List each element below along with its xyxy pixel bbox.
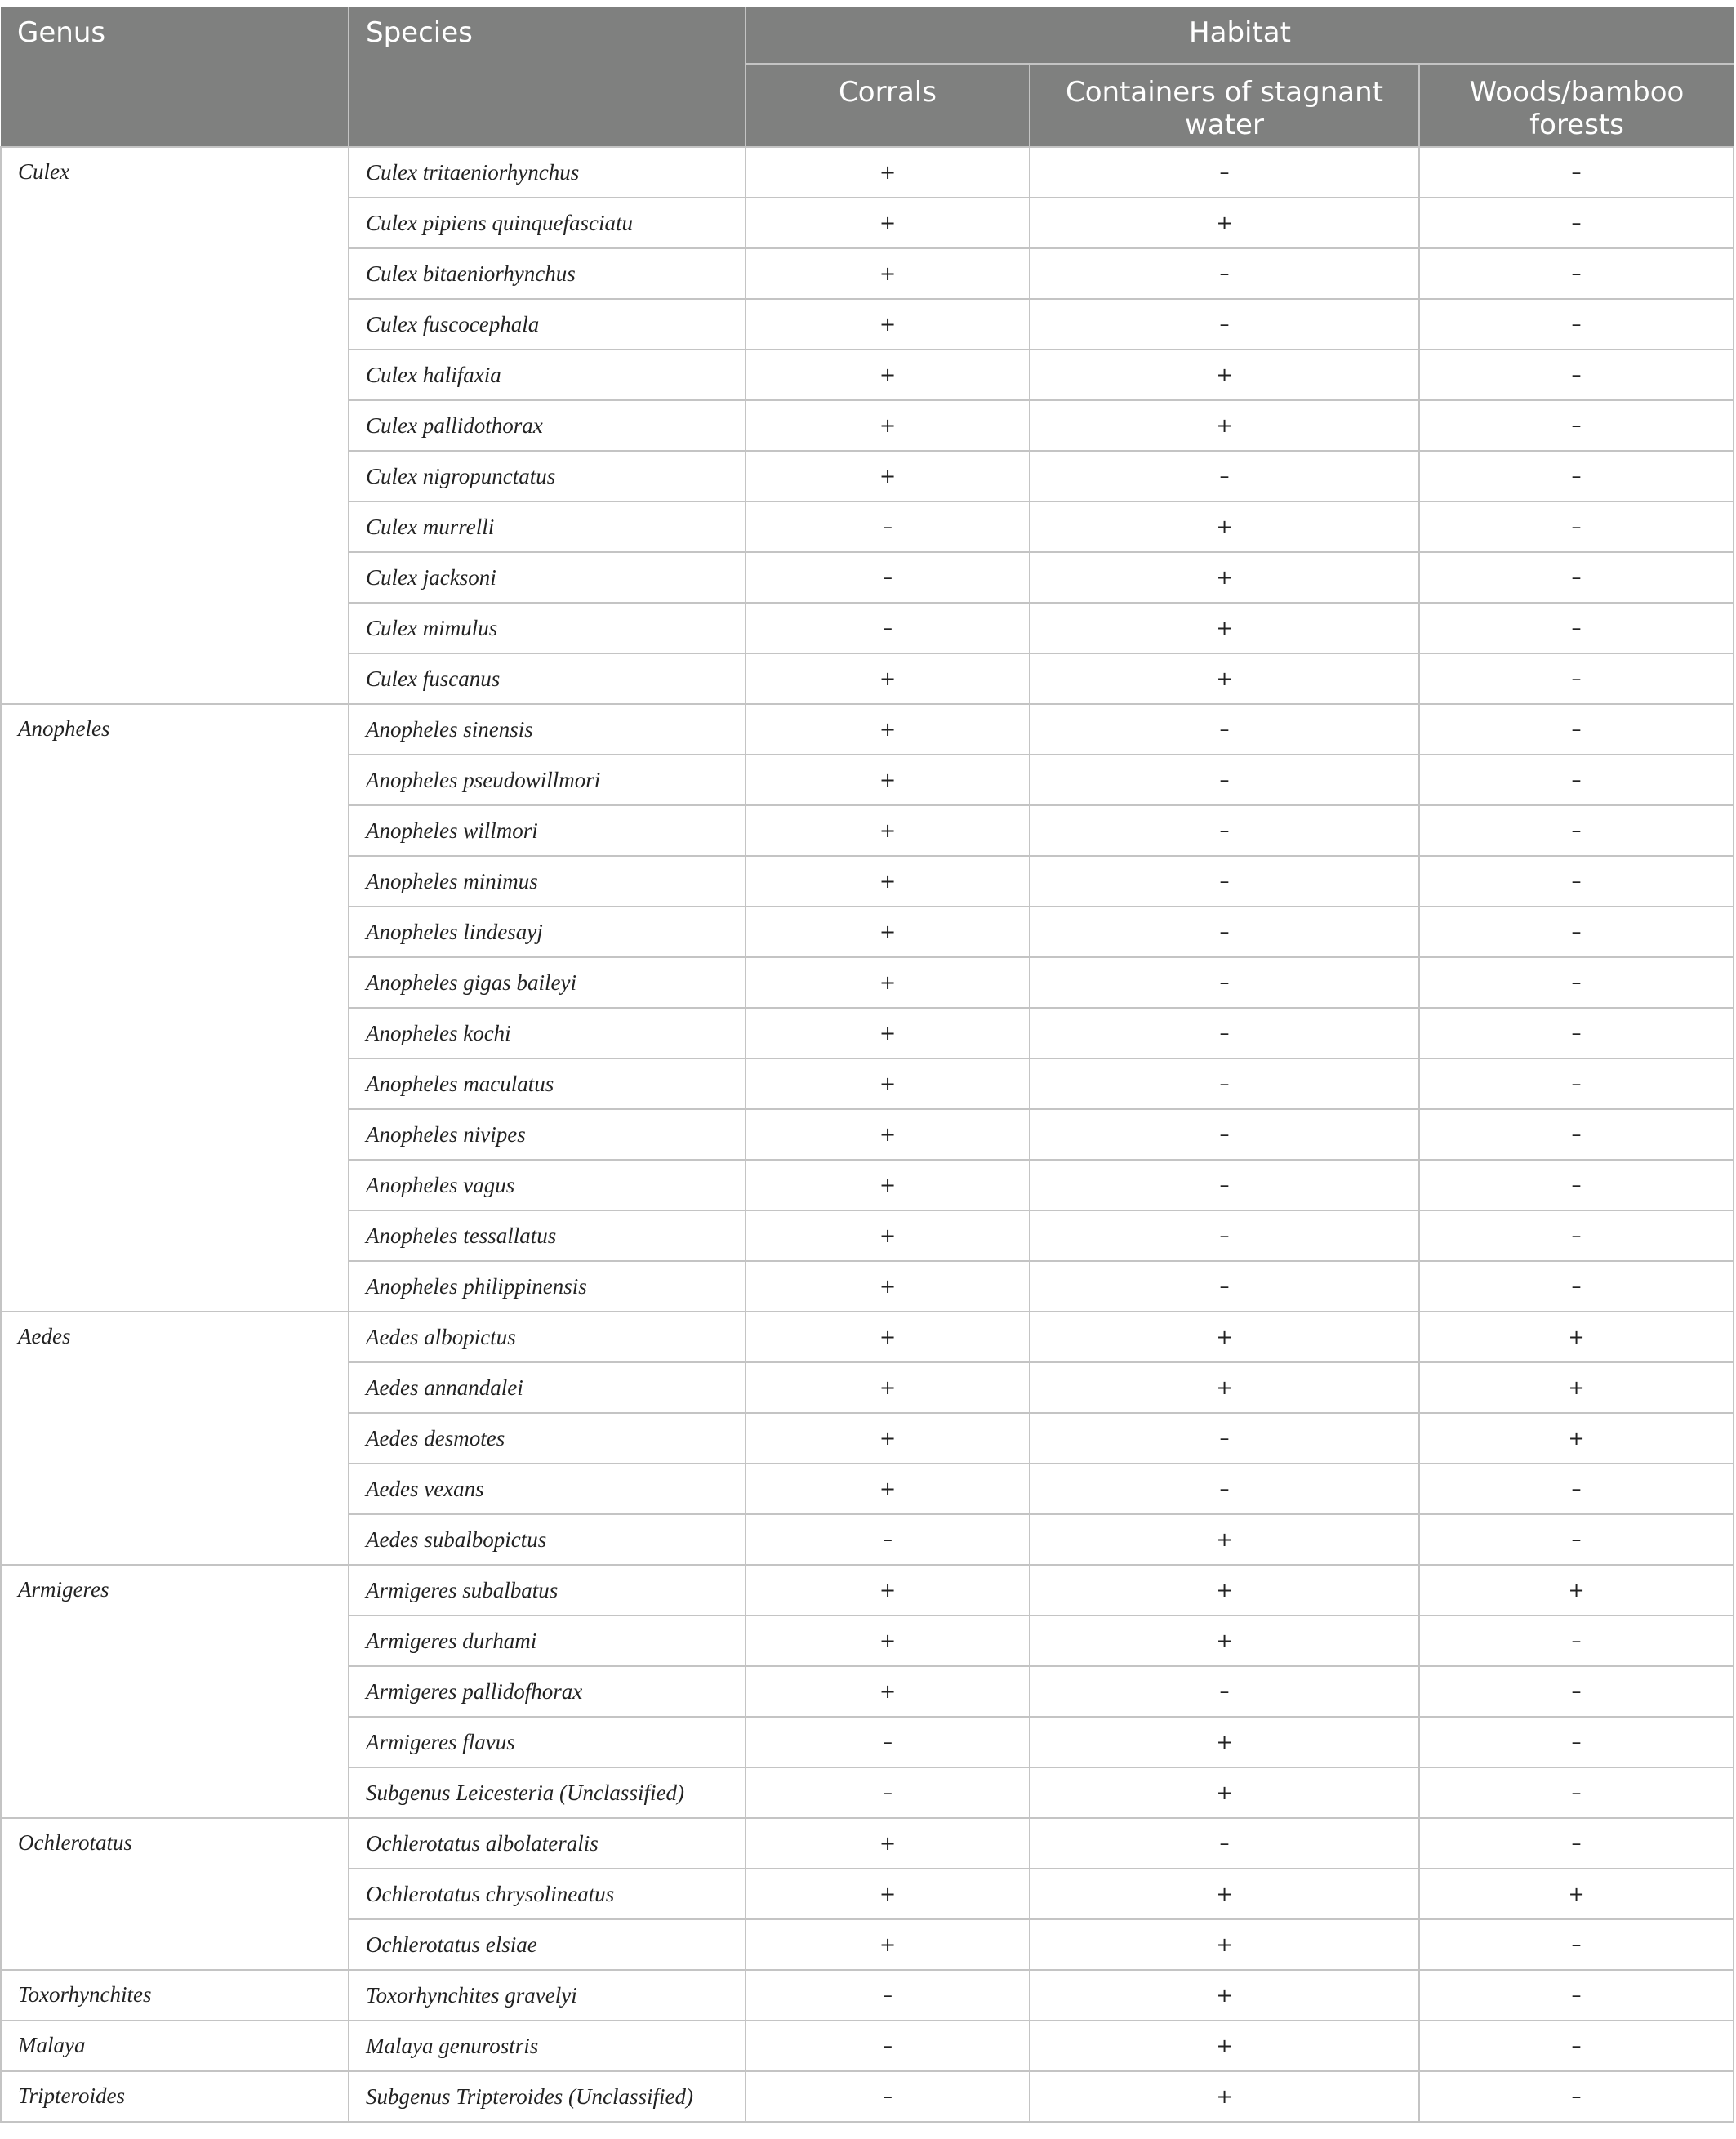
- species-cell: Ochlerotatus elsiae: [349, 1919, 746, 1970]
- woods-cell: –: [1419, 1210, 1734, 1261]
- species-cell: Armigeres flavus: [349, 1717, 746, 1767]
- corrals-cell: +: [746, 400, 1030, 451]
- woods-cell: –: [1419, 1615, 1734, 1666]
- containers-cell: +: [1030, 603, 1419, 653]
- woods-cell: –: [1419, 1058, 1734, 1109]
- corrals-cell: +: [746, 1210, 1030, 1261]
- corrals-cell: +: [746, 1008, 1030, 1058]
- corrals-cell: +: [746, 1919, 1030, 1970]
- corrals-cell: +: [746, 1109, 1030, 1160]
- containers-cell: –: [1030, 299, 1419, 350]
- genus-cell: Ochlerotatus: [1, 1818, 349, 1970]
- species-cell: Armigeres pallidofhorax: [349, 1666, 746, 1717]
- genus-cell: Malaya: [1, 2021, 349, 2071]
- table-row: [1, 1565, 1734, 1615]
- containers-cell: +: [1030, 1514, 1419, 1565]
- corrals-cell: +: [746, 1058, 1030, 1109]
- containers-cell: –: [1030, 957, 1419, 1008]
- containers-cell: –: [1030, 1058, 1419, 1109]
- table-header: [1, 7, 1734, 147]
- woods-cell: –: [1419, 1666, 1734, 1717]
- woods-cell: –: [1419, 957, 1734, 1008]
- woods-cell: –: [1419, 1919, 1734, 1970]
- woods-cell: –: [1419, 501, 1734, 552]
- species-cell: Anopheles sinensis: [349, 704, 746, 755]
- woods-cell: –: [1419, 1818, 1734, 1869]
- species-cell: Aedes albopictus: [349, 1312, 746, 1362]
- woods-cell: +: [1419, 1869, 1734, 1919]
- species-cell: Anopheles tessallatus: [349, 1210, 746, 1261]
- woods-cell: –: [1419, 1514, 1734, 1565]
- containers-cell: –: [1030, 1160, 1419, 1210]
- containers-cell: +: [1030, 1869, 1419, 1919]
- corrals-cell: –: [746, 1717, 1030, 1767]
- woods-cell: –: [1419, 1767, 1734, 1818]
- corrals-cell: +: [746, 957, 1030, 1008]
- containers-cell: +: [1030, 1970, 1419, 2021]
- woods-cell: +: [1419, 1565, 1734, 1615]
- species-cell: Culex murrelli: [349, 501, 746, 552]
- corrals-cell: +: [746, 1312, 1030, 1362]
- woods-cell: –: [1419, 350, 1734, 400]
- species-cell: Aedes subalbopictus: [349, 1514, 746, 1565]
- genus-cell: Armigeres: [1, 1565, 349, 1818]
- containers-cell: +: [1030, 1919, 1419, 1970]
- containers-cell: –: [1030, 147, 1419, 198]
- corrals-cell: +: [746, 755, 1030, 805]
- containers-cell: +: [1030, 2071, 1419, 2122]
- table-row: [1, 704, 1734, 755]
- species-cell: Culex pallidothorax: [349, 400, 746, 451]
- corrals-cell: +: [746, 198, 1030, 248]
- corrals-cell: +: [746, 1565, 1030, 1615]
- containers-cell: +: [1030, 1312, 1419, 1362]
- header-genus: Genus: [1, 7, 349, 147]
- woods-cell: +: [1419, 1312, 1734, 1362]
- corrals-cell: –: [746, 552, 1030, 603]
- corrals-cell: +: [746, 704, 1030, 755]
- containers-cell: –: [1030, 907, 1419, 957]
- table-body: [1, 147, 1734, 2122]
- woods-cell: –: [1419, 147, 1734, 198]
- table-row: [1, 2071, 1734, 2122]
- species-cell: Culex fuscanus: [349, 653, 746, 704]
- containers-cell: –: [1030, 1210, 1419, 1261]
- containers-cell: +: [1030, 350, 1419, 400]
- woods-cell: –: [1419, 856, 1734, 907]
- genus-cell: Culex: [1, 147, 349, 704]
- containers-cell: –: [1030, 1109, 1419, 1160]
- species-cell: Subgenus Leicesteria (Unclassified): [349, 1767, 746, 1818]
- corrals-cell: –: [746, 2071, 1030, 2122]
- genus-cell: Anopheles: [1, 704, 349, 1312]
- corrals-cell: +: [746, 1464, 1030, 1514]
- species-cell: Culex jacksoni: [349, 552, 746, 603]
- corrals-cell: +: [746, 248, 1030, 299]
- woods-cell: –: [1419, 2071, 1734, 2122]
- header-woods-line1: Woods/bamboo: [1469, 76, 1685, 109]
- woods-cell: –: [1419, 198, 1734, 248]
- containers-cell: +: [1030, 653, 1419, 704]
- woods-cell: –: [1419, 1261, 1734, 1312]
- species-cell: Aedes vexans: [349, 1464, 746, 1514]
- woods-cell: –: [1419, 805, 1734, 856]
- containers-cell: –: [1030, 1464, 1419, 1514]
- species-cell: Anopheles vagus: [349, 1160, 746, 1210]
- species-cell: Anopheles pseudowillmori: [349, 755, 746, 805]
- header-corrals: [746, 64, 1030, 147]
- woods-cell: –: [1419, 1717, 1734, 1767]
- containers-cell: –: [1030, 451, 1419, 501]
- woods-cell: –: [1419, 704, 1734, 755]
- genus-cell: Aedes: [1, 1312, 349, 1565]
- corrals-cell: –: [746, 603, 1030, 653]
- corrals-cell: +: [746, 350, 1030, 400]
- header-containers: [1030, 64, 1419, 147]
- containers-cell: –: [1030, 1413, 1419, 1464]
- corrals-cell: +: [746, 1362, 1030, 1413]
- corrals-cell: +: [746, 1160, 1030, 1210]
- corrals-cell: –: [746, 501, 1030, 552]
- corrals-cell: –: [746, 2021, 1030, 2071]
- woods-cell: –: [1419, 1109, 1734, 1160]
- corrals-cell: –: [746, 1514, 1030, 1565]
- containers-cell: +: [1030, 1615, 1419, 1666]
- corrals-cell: +: [746, 907, 1030, 957]
- header-habitat: Habitat: [746, 7, 1734, 64]
- corrals-cell: +: [746, 1869, 1030, 1919]
- woods-cell: –: [1419, 755, 1734, 805]
- species-cell: Culex halifaxia: [349, 350, 746, 400]
- containers-cell: +: [1030, 400, 1419, 451]
- species-cell: Malaya genurostris: [349, 2021, 746, 2071]
- corrals-cell: +: [746, 1666, 1030, 1717]
- table-row: [1, 1970, 1734, 2021]
- species-cell: Anopheles willmori: [349, 805, 746, 856]
- species-cell: Culex tritaeniorhynchus: [349, 147, 746, 198]
- containers-cell: +: [1030, 2021, 1419, 2071]
- containers-cell: –: [1030, 1008, 1419, 1058]
- corrals-cell: +: [746, 1261, 1030, 1312]
- corrals-cell: +: [746, 1818, 1030, 1869]
- containers-cell: –: [1030, 856, 1419, 907]
- containers-cell: +: [1030, 1565, 1419, 1615]
- table-row: [1, 1312, 1734, 1362]
- corrals-cell: +: [746, 1615, 1030, 1666]
- containers-cell: –: [1030, 755, 1419, 805]
- woods-cell: –: [1419, 400, 1734, 451]
- species-cell: Toxorhynchites gravelyi: [349, 1970, 746, 2021]
- corrals-cell: +: [746, 147, 1030, 198]
- containers-cell: –: [1030, 1818, 1419, 1869]
- woods-cell: +: [1419, 1413, 1734, 1464]
- species-cell: Anopheles lindesayj: [349, 907, 746, 957]
- containers-cell: –: [1030, 248, 1419, 299]
- table-row: [1, 147, 1734, 198]
- woods-cell: +: [1419, 1362, 1734, 1413]
- containers-cell: +: [1030, 1717, 1419, 1767]
- containers-cell: +: [1030, 501, 1419, 552]
- species-cell: Culex mimulus: [349, 603, 746, 653]
- table-row: [1, 1818, 1734, 1869]
- corrals-cell: +: [746, 1413, 1030, 1464]
- containers-cell: +: [1030, 1362, 1419, 1413]
- species-cell: Anopheles nivipes: [349, 1109, 746, 1160]
- species-cell: Anopheles philippinensis: [349, 1261, 746, 1312]
- corrals-cell: +: [746, 805, 1030, 856]
- header-woods: [1419, 64, 1734, 147]
- species-cell: Anopheles minimus: [349, 856, 746, 907]
- species-cell: Culex nigropunctatus: [349, 451, 746, 501]
- woods-cell: –: [1419, 1464, 1734, 1514]
- species-cell: Culex fuscocephala: [349, 299, 746, 350]
- containers-cell: +: [1030, 552, 1419, 603]
- woods-cell: –: [1419, 907, 1734, 957]
- species-cell: Armigeres subalbatus: [349, 1565, 746, 1615]
- woods-cell: –: [1419, 248, 1734, 299]
- woods-cell: –: [1419, 552, 1734, 603]
- species-cell: Armigeres durhami: [349, 1615, 746, 1666]
- habitat-table: [0, 7, 1734, 2123]
- containers-cell: –: [1030, 1261, 1419, 1312]
- species-cell: Aedes desmotes: [349, 1413, 746, 1464]
- corrals-cell: +: [746, 856, 1030, 907]
- habitat-table-container: [0, 7, 1733, 2123]
- species-cell: Ochlerotatus albolateralis: [349, 1818, 746, 1869]
- header-containers-line2: water: [1185, 109, 1264, 141]
- species-cell: Ochlerotatus chrysolineatus: [349, 1869, 746, 1919]
- species-cell: Aedes annandalei: [349, 1362, 746, 1413]
- header-containers-line1: Containers of stagnant: [1066, 76, 1383, 109]
- species-cell: Anopheles maculatus: [349, 1058, 746, 1109]
- containers-cell: –: [1030, 704, 1419, 755]
- woods-cell: –: [1419, 1160, 1734, 1210]
- woods-cell: –: [1419, 451, 1734, 501]
- woods-cell: –: [1419, 299, 1734, 350]
- header-species: Species: [349, 7, 746, 147]
- containers-cell: –: [1030, 805, 1419, 856]
- containers-cell: +: [1030, 198, 1419, 248]
- corrals-cell: –: [746, 1767, 1030, 1818]
- species-cell: Anopheles kochi: [349, 1008, 746, 1058]
- table-row: [1, 2021, 1734, 2071]
- woods-cell: –: [1419, 1008, 1734, 1058]
- woods-cell: –: [1419, 653, 1734, 704]
- woods-cell: –: [1419, 603, 1734, 653]
- species-cell: Subgenus Tripteroides (Unclassified): [349, 2071, 746, 2122]
- woods-cell: –: [1419, 1970, 1734, 2021]
- species-cell: Culex bitaeniorhynchus: [349, 248, 746, 299]
- header-corrals-label: Corrals: [839, 76, 937, 109]
- corrals-cell: +: [746, 653, 1030, 704]
- species-cell: Anopheles gigas baileyi: [349, 957, 746, 1008]
- header-woods-line2: forests: [1529, 109, 1624, 141]
- woods-cell: –: [1419, 2021, 1734, 2071]
- species-cell: Culex pipiens quinquefasciatu: [349, 198, 746, 248]
- corrals-cell: –: [746, 1970, 1030, 2021]
- containers-cell: –: [1030, 1666, 1419, 1717]
- containers-cell: +: [1030, 1767, 1419, 1818]
- genus-cell: Tripteroides: [1, 2071, 349, 2122]
- corrals-cell: +: [746, 451, 1030, 501]
- corrals-cell: +: [746, 299, 1030, 350]
- genus-cell: Toxorhynchites: [1, 1970, 349, 2021]
